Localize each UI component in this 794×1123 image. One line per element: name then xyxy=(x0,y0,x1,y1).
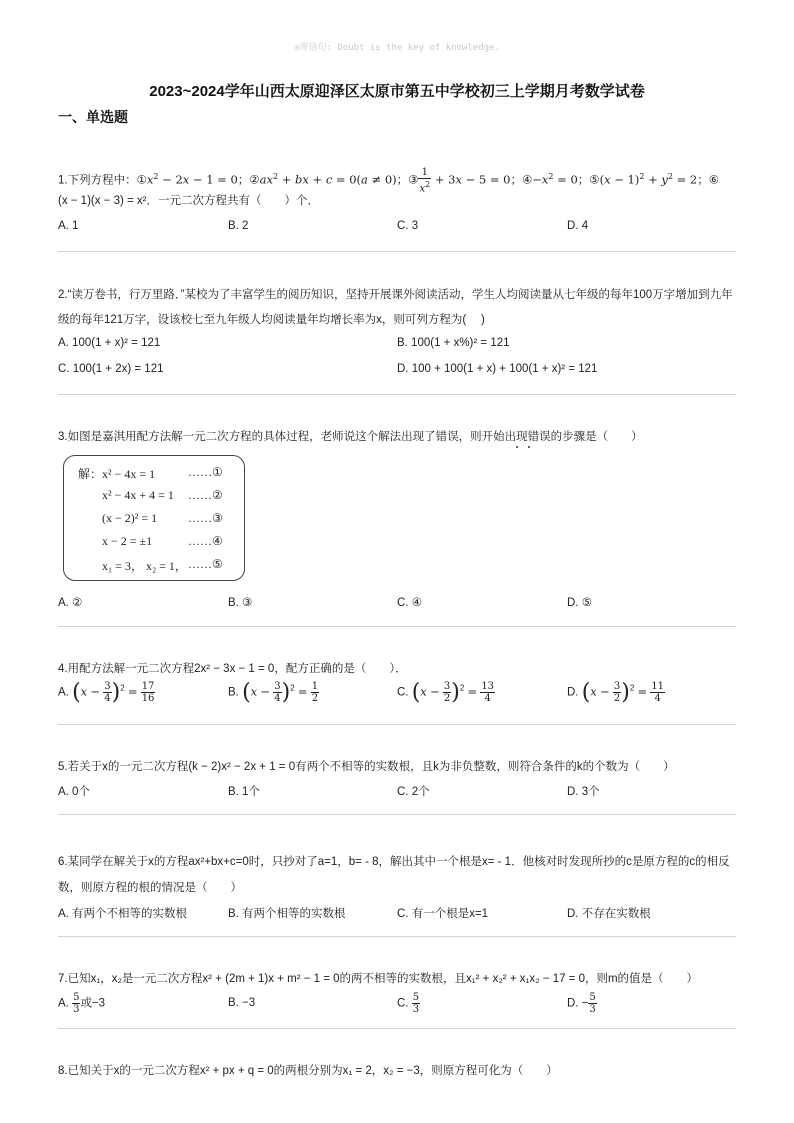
divider xyxy=(58,626,736,627)
q2-option-a[interactable]: A. 100(1 + x)² = 121 xyxy=(58,337,161,349)
frac-den: 2 xyxy=(311,693,319,704)
question-6-line-1: 6.某同学在解关于x的方程ax²+bx+c=0时，只抄对了a=1，b= - 8，解出其中一个根是x= - 1．他核对时发现所抄的c是原方程的c的相反 xyxy=(58,856,730,868)
q5-option-a[interactable]: A. 0个 xyxy=(58,786,90,798)
q1-option-b[interactable]: B. 2 xyxy=(228,220,249,232)
q7-option-c[interactable]: C. $\frac{5}{3}$ xyxy=(397,992,420,1015)
divider xyxy=(58,1028,736,1029)
emphasis-dot xyxy=(516,446,518,448)
option-letter: D. − xyxy=(567,997,589,1010)
frac-num: 11 xyxy=(651,681,665,692)
step-4-eq: x − 2 = ±1 xyxy=(102,534,153,548)
q3-option-b[interactable]: B. ③ xyxy=(228,597,253,609)
frac-num: 3 xyxy=(613,681,621,692)
step-5-eq: x₁ = 3， x₂ = 1， xyxy=(102,559,187,573)
step-2-mark: ……② xyxy=(188,488,223,502)
frac-num: 13 xyxy=(481,681,495,692)
frac-den: 2 xyxy=(613,693,621,704)
question-6-line-2: 数，则原方程的根的情况是（ ） xyxy=(58,882,242,894)
q2-option-b[interactable]: B. 100(1 + x%)² = 121 xyxy=(397,337,510,349)
question-8-text: 8.已知关于x的一元二次方程x² + px + q = 0的两根分别为x₁ = 2，x₂ = −3，则原方程可化为（ ） xyxy=(58,1065,558,1077)
option-letter: B. xyxy=(228,686,239,699)
q6-option-d[interactable]: D. 不存在实数根 xyxy=(567,908,651,920)
q4-option-d[interactable]: D. (x − $\frac{3}{2}$ )$^2$ = $\frac{11}{4}$ xyxy=(567,680,665,705)
q2-option-d[interactable]: D. 100 + 100(1 + x) + 100(1 + x)² = 121 xyxy=(397,363,598,375)
frac-den: 2 xyxy=(443,693,451,704)
q1-option-d[interactable]: D. 4 xyxy=(567,220,589,232)
q2-option-c[interactable]: C. 100(1 + 2x) = 121 xyxy=(58,363,164,375)
emphasis-dot xyxy=(528,446,530,448)
step-5-mark: ……⑤ xyxy=(188,557,223,571)
q4-option-a[interactable]: A. (x − $\frac{3}{4}$ )$^2$ = $\frac{17}{16}$ xyxy=(58,680,155,705)
q5-option-b[interactable]: B. 1个 xyxy=(228,786,260,798)
question-4-text: 4.用配方法解一元二次方程2x² − 3x − 1 = 0，配方正确的是（ ）． xyxy=(58,663,407,675)
section-heading: 一、单选题 xyxy=(58,109,128,125)
option-letter: A. xyxy=(58,686,69,699)
q3-option-d[interactable]: D. ⑤ xyxy=(567,597,593,609)
frac-den: 4 xyxy=(104,693,111,704)
frac-den: 4 xyxy=(654,693,661,704)
step-1-eq: 解：x² − 4x = 1 xyxy=(78,467,156,481)
frac-num: 3 xyxy=(104,681,111,692)
frac-num: 3 xyxy=(443,681,451,692)
divider xyxy=(58,814,736,815)
question-2-line-1: 2.“读万卷书，行万里路．”某校为了丰富学生的阅历知识，坚持开展课外阅读活动，学生人均阅读量从七年级的每年100万字增加到九年 xyxy=(58,289,733,301)
frac-num: 17 xyxy=(141,681,155,692)
frac-den: 16 xyxy=(141,693,155,704)
divider xyxy=(58,394,736,395)
divider xyxy=(58,936,736,937)
solution-box xyxy=(63,455,245,581)
question-1-line-2: (x − 1)(x − 3) = x²．一元二次方程共有（ ）个． xyxy=(58,195,320,207)
frac-den: 4 xyxy=(484,693,491,704)
option-letter: D. xyxy=(567,686,579,699)
q5-option-c[interactable]: C. 2个 xyxy=(397,786,430,798)
divider xyxy=(58,724,736,725)
option-letter: A. xyxy=(58,997,69,1010)
q6-option-c[interactable]: C. 有一个根是x=1 xyxy=(397,908,489,920)
q3-option-c[interactable]: C. ④ xyxy=(397,597,423,609)
frac-num: 1 xyxy=(311,681,319,692)
question-7-text: 7.已知x₁，x₂是一元二次方程x² + (2m + 1)x + m² − 1 = 0的两不相等的实数根，且x₁² + x₂² + x₁x₂ − 17 = 0，则m的值是（ ） xyxy=(58,973,699,985)
divider xyxy=(58,251,736,252)
step-4-mark: ……④ xyxy=(188,534,223,548)
question-1-line-1: 1.下列方程中：$①x^2 - 2x - 1 = 0$；$②ax^2$ + bx + c = 0(a ≠ 0)；③ $\frac{1}{x^2}$ + 3x − 5 = 0；$④-x^2 = 0$；⑤(x − $1)^2 + y^2 = 2$；⑥ xyxy=(58,167,720,195)
question-2-line-2: 级的每年121万字，设该校七至九年级人均阅读量年均增长率为x，则可列方程为( ) xyxy=(58,314,485,326)
q6-option-b[interactable]: B. 有两个相等的实数根 xyxy=(228,908,346,920)
question-5-text: 5.若关于x的一元二次方程(k − 2)x² − 2x + 1 = 0有两个不相等的实数根，且k为非负整数，则符合条件的k的个数为（ ） xyxy=(58,761,675,773)
q3-option-a[interactable]: A. ② xyxy=(58,597,83,609)
q1-option-c[interactable]: C. 3 xyxy=(397,220,419,232)
q7-option-b[interactable]: B. −3 xyxy=(228,997,256,1009)
step-2-eq: x² − 4x + 4 = 1 xyxy=(102,488,174,502)
q4-option-c[interactable]: C. (x − $\frac{3}{2}$ )$^2$ = $\frac{13}{4}$ xyxy=(397,680,495,705)
step-3-eq: (x − 2)² = 1 xyxy=(102,511,158,525)
option-letter: C. xyxy=(397,686,409,699)
q4-option-b[interactable]: B. (x − $\frac{3}{4}$ )$^2$ = $\frac{1}{2}$ xyxy=(228,680,319,705)
q7-option-d[interactable]: D. − $\frac{5}{3}$ xyxy=(567,992,596,1015)
q5-option-d[interactable]: D. 3个 xyxy=(567,786,600,798)
option-suffix: 或−3 xyxy=(80,997,106,1010)
step-3-mark: ……③ xyxy=(188,511,223,525)
q7-option-a[interactable]: A. $\frac{5}{3}$ 或−3 xyxy=(58,992,106,1015)
page-title: 2023~2024学年山西太原迎泽区太原市第五中学校初三上学期月考数学试卷 xyxy=(149,83,645,100)
step-1-mark: ……① xyxy=(188,465,223,479)
q6-option-a[interactable]: A. 有两个不相等的实数根 xyxy=(58,908,188,920)
question-3-text: 3.如图是嘉淇用配方法解一元二次方程的具体过程，老师说这个解法出现了错误，则开始出现错误的步骤是（ ） xyxy=(58,431,643,443)
frac-num: 3 xyxy=(274,681,281,692)
frac-den: 4 xyxy=(274,693,281,704)
watermark: ◎寄语句: Doubt is the key of knowledge. xyxy=(294,43,500,53)
q1-option-a[interactable]: A. 1 xyxy=(58,220,79,232)
option-letter: C. xyxy=(397,997,409,1010)
